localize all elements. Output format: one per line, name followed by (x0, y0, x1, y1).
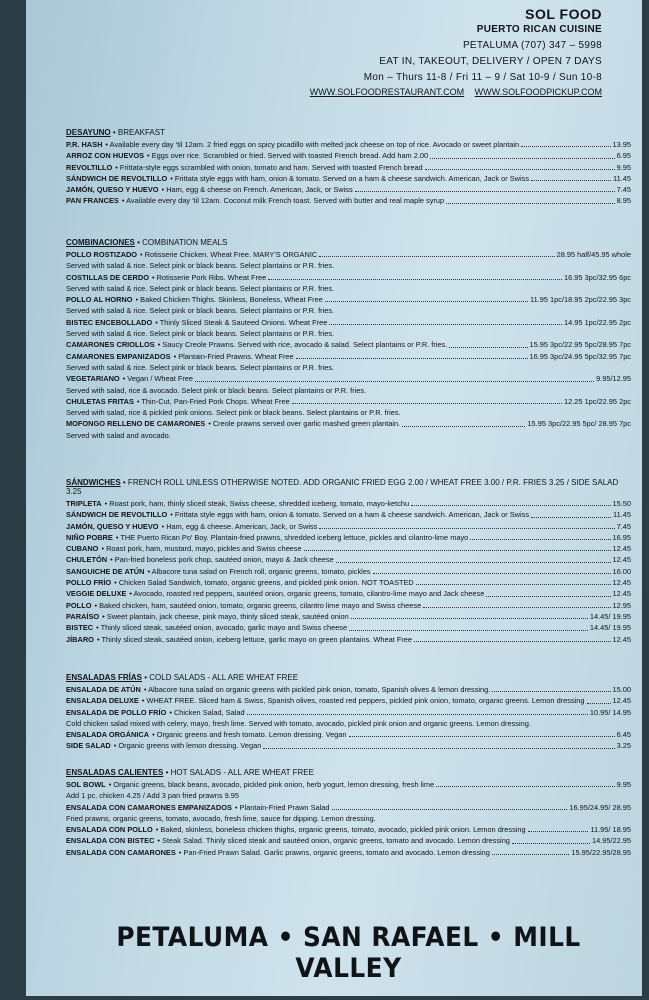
leader-dots (470, 539, 610, 540)
item-name: JAMÓN, QUESO Y HUEVO (66, 521, 159, 531)
item-name: SÁNDWICH DE REVOLTILLO (66, 510, 168, 520)
section-ensaladas-frias (66, 673, 631, 752)
item-note: Served with salad, rice & avocado. Select pink or black beans. Select plantains or P.R. fries. (66, 385, 367, 395)
leader-dots (430, 158, 614, 159)
item-note: Served with salad & rice. Select pink or black beans. Select plantains or P.R. fries. (66, 362, 335, 372)
section-title (66, 238, 631, 247)
item-description: • Vegan / Wheat Free (122, 374, 194, 384)
item-price: 9.95/12.95 (596, 374, 631, 384)
item-name: JÍBARO (66, 634, 94, 644)
item-description: • Ham, egg & cheese. American, Jack, or Swiss (161, 521, 318, 531)
item-description: • Baked chicken, ham, sautéed onion, tomato, organic greens, cilantro lime mayo and Swiss cheese (94, 600, 422, 610)
item-name: CUBANO (66, 544, 99, 554)
item-price: 7.45 (616, 185, 631, 195)
leader-dots (446, 203, 615, 204)
item-description: • Available every day 'til 12am. 2 fried eggs on spicy picadillo with melted jack cheese on top of rice. Avocado or sweet plantain (105, 140, 520, 149)
item-name: TRIPLETA (66, 499, 102, 508)
item-price: 14.95 1pc/22.95 2pc (564, 317, 631, 327)
item-description: • Saucy Creole Prawns. Served with rice, avocado & salad. Select plantains or P.R. fries. (157, 340, 448, 350)
item-name: SOL BOWL (66, 780, 106, 789)
item-price: 3.25 (616, 741, 631, 751)
item-description: • Plantain-Fried Prawn Salad (234, 802, 330, 812)
leader-dots (355, 191, 615, 192)
item-name: PAN FRANCES (66, 196, 119, 206)
item-note: Served with salad and avocado. (66, 430, 171, 440)
leader-dots (373, 573, 611, 574)
menu-item (66, 779, 631, 790)
item-name: VEGETARIANO (66, 374, 120, 384)
menu-item (66, 684, 631, 695)
item-description: • Thinly sliced steak, sautéed onion, iceberg lettuce, garlic mayo on green plantains. Wheat Free (96, 634, 413, 644)
item-description: • Thin-Cut, Pan-Fried Pork Chops. Wheat Free (136, 396, 290, 406)
menu-item (66, 588, 631, 599)
item-price: 12.45 (612, 696, 631, 706)
item-name: SANGUICHE DE ATÚN (66, 566, 145, 576)
item-price: 12.45 (612, 544, 631, 554)
item-description: • Rotisserie Chicken. Wheat Free. MARY'S ORGANIC (140, 250, 318, 259)
leader-dots (416, 584, 611, 585)
section-title-text: DESAYUNO (66, 128, 111, 137)
menu-item (66, 418, 631, 429)
item-price: 8.95 (616, 196, 631, 206)
leader-dots (436, 786, 614, 787)
item-name: CAMARONES EMPANIZADOS (66, 351, 171, 361)
menu-item (66, 139, 631, 150)
item-name: ENSALADA CON CAMARONES (66, 847, 176, 857)
item-price: 15.95 3pc/22.95 5pc/28.95 7pc (529, 340, 631, 350)
item-description: • Avocado, roasted red peppers, sautéed onion, organic greens, tomato, cilantro-lime mayo and Jack cheese (129, 589, 485, 599)
leader-dots (292, 403, 562, 404)
leader-dots (512, 843, 590, 844)
menu-item (66, 695, 631, 706)
section-subtitle: • BREAKFAST (112, 128, 165, 137)
item-note: Cold chicken salad mixed with celery, mayo, fresh lime. Served with tomato, avocado, pickled pink onion and organic greens. Lemon dressing. (66, 718, 531, 728)
leader-dots (492, 854, 570, 855)
item-note: Served with salad, rice & pickled pink onions. Select pink or black beans. Select plantains or P.R. fries. (66, 408, 401, 418)
leader-dots (521, 146, 610, 147)
item-price: 28.95 half/45.95 whole (556, 250, 631, 259)
menu-item (66, 577, 631, 588)
item-price: 6.95 (616, 151, 631, 161)
section-title (66, 768, 631, 777)
item-name: CHULETÓN (66, 555, 108, 565)
menu-item (66, 521, 631, 532)
item-description: • Albacore tuna salad on French roll, organic greens, tomato, pickles (147, 566, 371, 576)
section-subtitle: • COMBINATION MEALS (137, 238, 228, 247)
website-link-restaurant[interactable]: WWW.SOLFOODRESTAURANT.COM (309, 87, 465, 97)
leader-dots (486, 596, 610, 597)
item-name: VEGGIE DELUXE (66, 589, 127, 599)
restaurant-name: SOL FOOD (525, 6, 602, 22)
item-name: PARAÍSO (66, 611, 100, 621)
item-name: BISTEC ENCEBOLLADO (66, 317, 153, 327)
menu-item (66, 729, 631, 740)
item-name: POLLO AL HORNO (66, 295, 133, 305)
leader-dots (195, 381, 594, 382)
item-price: 12.45 (612, 578, 631, 588)
item-description: • WHEAT FREE. Sliced ham & Swiss, Spanish olives, roasted red peppers, pickled pink onion, tomato, organic greens. Lemon dressing (141, 696, 585, 706)
item-price: 11.45 (613, 173, 631, 183)
item-name: ENSALADA DE POLLO FRÍO (66, 707, 167, 717)
menu-item (66, 396, 631, 407)
leader-dots (531, 180, 611, 181)
item-price: 14.95/22.95 (591, 836, 631, 846)
menu-item (66, 173, 631, 184)
menu-item (66, 532, 631, 543)
menu-item (66, 566, 631, 577)
leader-dots (414, 641, 610, 642)
item-description: • Organic greens, black beans, avocado, pickled pink onion, herb yogurt, lemon dressing, fresh lime (108, 780, 435, 789)
item-price: 12.45 (612, 634, 631, 644)
item-price: 15.00 (612, 685, 631, 694)
section-title-text: SÁNDWICHES (66, 478, 121, 487)
item-description: • Frittata-style eggs scrambled with onion, tomato and ham. Served with toasted French bread (115, 162, 423, 172)
item-name: CHULETAS FRITAS (66, 396, 134, 406)
item-price: 6.45 (616, 730, 631, 740)
menu-item (66, 835, 631, 846)
leader-dots (531, 517, 611, 518)
item-price: 15.95/22.95/28.95 (571, 847, 631, 857)
item-price: 12.95 (612, 600, 631, 610)
item-price: 11.95/ 18.95 (590, 825, 631, 835)
item-note: Served with salad & rice. Select pink or black beans. Select plantains or P.R. fries. (66, 261, 335, 271)
locations-footer: PETALUMA • SAN RAFAEL • MILL VALLEY (116, 922, 581, 984)
menu-item (66, 373, 631, 384)
menu-item (66, 195, 631, 206)
leader-dots (423, 607, 610, 608)
item-description: • Albacore tuna salad on organic greens with pickled pink onion, tomato, Spanish olives & lemon dressing. (143, 685, 491, 694)
menu-item (66, 509, 631, 520)
item-price: 10.95/ 14.95 (589, 707, 631, 717)
menu-item (66, 802, 631, 813)
item-price: 16.00 (612, 566, 631, 576)
leader-dots (319, 528, 614, 529)
item-price: 12.45 (612, 555, 631, 565)
item-description: • Pan-Fried Prawn Salad. Garlic prawns, organic greens, tomato and avocado. Lemon dressing (178, 847, 490, 857)
item-price: 9.95 (616, 780, 631, 789)
item-price: 12.25 1pc/22.95 2pc (564, 396, 631, 406)
cuisine-label: PUERTO RICAN CUISINE (476, 24, 602, 35)
item-name: ENSALADA ORGÁNICA (66, 730, 150, 740)
menu-item (66, 162, 631, 173)
hours: Mon – Thurs 11-8 / Fri 11 – 9 / Sat 10-9 / Sun 10-8 (363, 72, 602, 83)
restaurant-header (302, 6, 602, 98)
item-name: ENSALADA CON CAMARONES EMPANIZADOS (66, 802, 232, 812)
item-name: POLLO FRÍO (66, 578, 112, 588)
item-description: • Frittata style eggs with ham, onion & tomato. Served on a ham & cheese sandwich. American, Jack or Swiss (170, 173, 530, 183)
item-name: P.R. HASH (66, 140, 103, 149)
leader-dots (449, 347, 527, 348)
leader-dots (349, 630, 588, 631)
item-price: 16.95 3pc/32.95 6pc (564, 272, 631, 282)
item-name: JAMÓN, QUESO Y HUEVO (66, 185, 159, 195)
item-description: • Baked Chicken Thighs. Skinless, Boneless, Wheat Free (135, 295, 323, 305)
section-title (66, 128, 631, 137)
item-price: 11.45 (613, 510, 631, 520)
leader-dots (247, 714, 588, 715)
item-price: 13.95 (612, 140, 631, 149)
item-price: 11.95 1pc/18.95 2pc/22.95 3pc (530, 295, 631, 305)
item-price: 12.45 (612, 589, 631, 599)
item-name: BISTEC (66, 623, 94, 633)
menu-item (66, 294, 631, 305)
item-name: CAMARONES CRIOLLOS (66, 340, 155, 350)
item-name: NIÑO POBRE (66, 532, 113, 542)
menu-item (66, 150, 631, 161)
leader-dots (402, 426, 525, 427)
item-price: 9.95 (616, 162, 631, 172)
menu-item (66, 600, 631, 611)
section-title (66, 673, 631, 682)
item-name: COSTILLAS DE CERDO (66, 272, 149, 282)
section-subtitle: • COLD SALADS - ALL ARE WHEAT FREE (144, 673, 299, 682)
menu-item (66, 498, 631, 509)
item-description: • Creole prawns served over garlic mashed green plantain. (208, 419, 401, 429)
item-note: Served with salad & rice. Select pink or black beans. Select plantains or P.R. fries. (66, 329, 335, 339)
section-subtitle: • FRENCH ROLL UNLESS OTHERWISE NOTED. ADD ORGANIC FRIED EGG 2.00 / WHEAT FREE 3.00 / P.R. FRIES 3.25 / SIDE SALAD 3.25 (66, 478, 619, 496)
item-description: • Ham, egg & cheese on French. American, Jack, or Swiss (161, 185, 353, 195)
menu-item (66, 543, 631, 554)
leader-dots (319, 256, 554, 257)
item-description: • Steak Salad. Thinly sliced steak and sautéed onion, organic greens, tomato and avocado. Lemon dressing (157, 836, 510, 846)
menu-item (66, 249, 631, 260)
section-title-text: COMBINACIONES (66, 238, 135, 247)
leader-dots (336, 562, 611, 563)
item-price: 16.95 3pc/24.95 5pc/32.95 7pc (529, 351, 631, 361)
item-name: POLLO (66, 600, 92, 610)
menu-item (66, 707, 631, 718)
leader-dots (587, 703, 611, 704)
menu-item (66, 824, 631, 835)
item-description: • Plantain-Fried Prawns. Wheat Free (173, 351, 294, 361)
item-price: 14.45/ 19.95 (589, 623, 631, 633)
location-phone: PETALUMA (707) 347 – 5998 (462, 40, 602, 51)
menu-paper (26, 0, 642, 996)
leader-dots (325, 301, 528, 302)
menu-item (66, 317, 631, 328)
item-name: REVOLTILLO (66, 162, 113, 172)
item-note: Add 1 pc. chicken 4.25 / Add 3 pan fried prawns 9.95 (66, 791, 239, 801)
section-title (66, 478, 631, 496)
item-description: • Organic greens and fresh tomato. Lemon dressing. Vegan (152, 730, 347, 740)
item-name: SÁNDWICH DE REVOLTILLO (66, 173, 168, 183)
item-description: • Roast pork, ham, mustard, mayo, pickles and Swiss cheese (101, 544, 302, 554)
section-sandwiches (66, 478, 631, 645)
menu-item (66, 554, 631, 565)
item-description: • Available every day 'til 12am. Coconut milk French toast. Served with butter and real maple syrup (121, 196, 445, 206)
item-description: • THE Puerto Rican Po' Boy. Plantain-fried prawns, shredded iceberg lettuce, pickles and cilantro-lime mayo (115, 532, 469, 542)
menu-item (66, 272, 631, 283)
section-title-text: ENSALADAS FRÍAS (66, 673, 143, 682)
menu-item (66, 611, 631, 622)
leader-dots (528, 831, 589, 832)
item-description: • Baked, skinless, boneless chicken thighs, organic greens, tomato, avocado, pickled pink onion. Lemon dressing (155, 825, 526, 835)
item-description: • Thinly sliced steak, sautéed onion, avocado, garlic mayo and Swiss cheese (96, 623, 348, 633)
item-description: • Sweet plantain, jack cheese, pink mayo, thinly sliced steak, sautéed onion (102, 611, 349, 621)
leader-dots (411, 505, 610, 506)
section-subtitle: • HOT SALADS - ALL ARE WHEAT FREE (165, 768, 314, 777)
menu-item (66, 622, 631, 633)
leader-dots (329, 324, 562, 325)
item-price: 14.45/ 19.95 (589, 611, 631, 621)
leader-dots (492, 691, 610, 692)
section-combinaciones (66, 238, 631, 441)
leader-dots (268, 279, 562, 280)
item-name: ENSALADA CON POLLO (66, 825, 153, 835)
section-ensaladas-calientes (66, 768, 631, 858)
item-price: 7.45 (616, 521, 631, 531)
item-description: • Roast pork, ham, thinly sliced steak, Swiss cheese, shredded iceberg, tomato, mayo-ketchu (104, 499, 410, 508)
menu-item (66, 634, 631, 645)
item-name: SIDE SALAD (66, 741, 111, 751)
website-link-pickup[interactable]: WWW.SOLFOODPICKUP.COM (474, 87, 602, 97)
leader-dots (332, 809, 568, 810)
section-title-text: ENSALADAS CALIENTES (66, 768, 164, 777)
item-description: • Frittata style eggs with ham, onion & tomato. Served on a ham & cheese sandwich. American, Jack or Swiss (170, 510, 530, 520)
item-description: • Eggs over rice. Scrambled or fried. Served with toasted French bread. Add ham 2.00 (147, 151, 429, 161)
item-description: • Thinly Sliced Steak & Sauteed Onions. Wheat Free (155, 317, 328, 327)
menu-item (66, 740, 631, 751)
item-price: 16.95/24.95/ 28.95 (569, 802, 631, 812)
item-price: 16.95 (612, 532, 631, 542)
item-description: • Chicken Salad Sandwich, tomato, organic greens, and pickled pink onion. NOT TOASTED (114, 578, 414, 588)
service-info: EAT IN, TAKEOUT, DELIVERY / OPEN 7 DAYS (379, 56, 602, 67)
item-description: • Organic greens with lemon dressing. Vegan (113, 741, 262, 751)
menu-item (66, 351, 631, 362)
item-description: • Rotisserie Pork Ribs. Wheat Free (151, 272, 267, 282)
leader-dots (296, 358, 528, 359)
item-note: Served with salad & rice. Select pink or black beans. Select plantains or P.R. fries. (66, 283, 335, 293)
item-name: MOFONGO RELLENO DE CAMARONES (66, 419, 206, 429)
item-description: • Pan-fried boneless pork chop, sautéed onion, mayo & Jack cheese (110, 555, 334, 565)
leader-dots (263, 748, 614, 749)
leader-dots (351, 618, 588, 619)
item-name: ENSALADA DELUXE (66, 696, 139, 706)
section-desayuno (66, 128, 631, 207)
website-links (302, 86, 602, 98)
menu-item (66, 184, 631, 195)
item-name: ARROZ CON HUEVOS (66, 151, 145, 161)
leader-dots (349, 736, 615, 737)
leader-dots (425, 169, 615, 170)
item-note: Served with salad & rice. Select pink or black beans. Select plantains or P.R. fries. (66, 306, 335, 316)
item-description: • Chicken Salad, Salad (169, 707, 245, 717)
menu-item (66, 847, 631, 858)
menu-item (66, 339, 631, 350)
item-price: 15.95 3pc/22.95 5pc/ 28.95 7pc (527, 419, 631, 429)
item-name: ENSALADA DE ATÚN (66, 685, 141, 694)
item-name: ENSALADA CON BISTEC (66, 836, 155, 846)
item-price: 15.50 (612, 499, 631, 508)
item-note: Fried prawns, organic greens, tomato, avocado, fresh lime, sauce for dipping. Lemon dressing. (66, 813, 376, 823)
leader-dots (304, 550, 611, 551)
item-name: POLLO ROSTIZADO (66, 250, 138, 259)
